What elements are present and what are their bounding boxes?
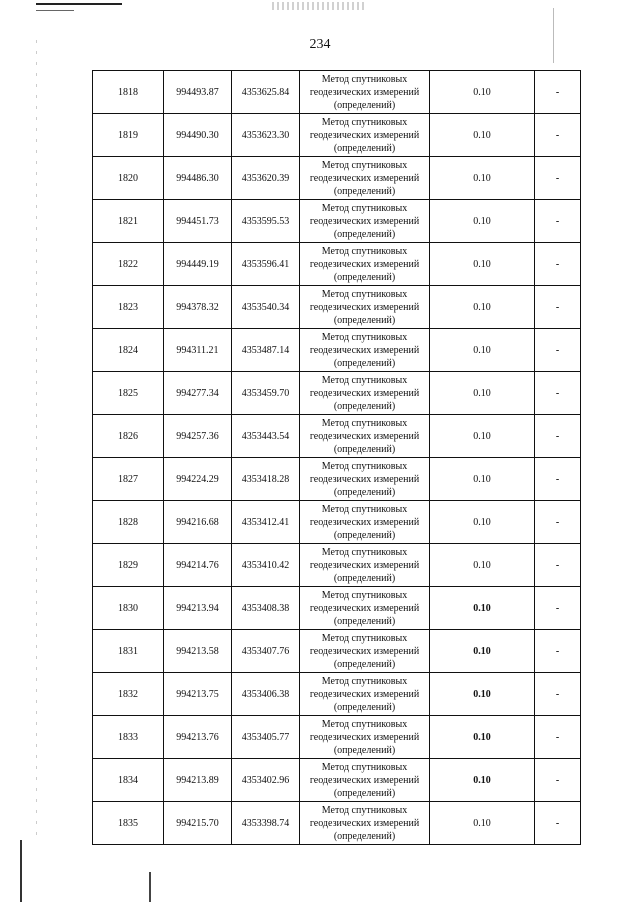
method-cell <box>300 114 430 157</box>
method-line: геодезических измерений <box>309 301 420 313</box>
coordinate-x-cell: 994216.68 <box>164 501 232 544</box>
point-number-cell: 1828 <box>93 501 164 544</box>
precision-cell: 0.10 <box>430 372 535 415</box>
method-line: (определений) <box>333 271 396 283</box>
coordinate-x-cell: 994449.19 <box>164 243 232 286</box>
method-line: (определений) <box>333 658 396 670</box>
method-line: геодезических измерений <box>309 344 420 356</box>
method-line: геодезических измерений <box>309 688 420 700</box>
coordinate-x-cell: 994213.94 <box>164 587 232 630</box>
note-cell: - <box>535 157 581 200</box>
method-cell <box>300 630 430 673</box>
method-line: геодезических измерений <box>309 129 420 141</box>
note-cell: - <box>535 200 581 243</box>
point-number-cell: 1819 <box>93 114 164 157</box>
point-number-cell: 1832 <box>93 673 164 716</box>
scan-artifact-bottom-mark <box>149 872 151 902</box>
method-line: Метод спутниковых <box>321 417 408 429</box>
coordinate-x-cell: 994311.21 <box>164 329 232 372</box>
coordinate-x-cell: 994493.87 <box>164 71 232 114</box>
precision-cell: 0.10 <box>430 71 535 114</box>
method-line: Метод спутниковых <box>321 503 408 515</box>
note-cell: - <box>535 716 581 759</box>
point-number-cell: 1826 <box>93 415 164 458</box>
method-cell <box>300 329 430 372</box>
table-row <box>93 329 581 372</box>
method-line: Метод спутниковых <box>321 159 408 171</box>
precision-cell: 0.10 <box>430 802 535 845</box>
method-line: геодезических измерений <box>309 602 420 614</box>
method-line: (определений) <box>333 142 396 154</box>
page-number: 234 <box>309 37 331 52</box>
point-number-cell: 1825 <box>93 372 164 415</box>
coordinate-y-cell: 4353596.41 <box>232 243 300 286</box>
point-number-cell: 1834 <box>93 759 164 802</box>
method-line: геодезических измерений <box>309 215 420 227</box>
coordinate-x-cell: 994215.70 <box>164 802 232 845</box>
coordinate-y-cell: 4353443.54 <box>232 415 300 458</box>
scan-artifact-smudge <box>272 2 364 10</box>
method-line: Метод спутниковых <box>321 288 408 300</box>
table-row <box>93 372 581 415</box>
method-line: геодезических измерений <box>309 817 420 829</box>
method-line: (определений) <box>333 400 396 412</box>
method-line: (определений) <box>333 314 396 326</box>
method-line: Метод спутниковых <box>321 546 408 558</box>
table-row <box>93 673 581 716</box>
coordinate-x-cell: 994486.30 <box>164 157 232 200</box>
coordinate-x-cell: 994213.76 <box>164 716 232 759</box>
method-cell <box>300 286 430 329</box>
method-line: Метод спутниковых <box>321 761 408 773</box>
note-cell: - <box>535 759 581 802</box>
method-line: (определений) <box>333 228 396 240</box>
note-cell: - <box>535 329 581 372</box>
precision-cell: 0.10 <box>430 673 535 716</box>
method-line: Метод спутниковых <box>321 374 408 386</box>
table-row <box>93 501 581 544</box>
scan-artifact-right-mark <box>553 8 554 63</box>
coordinate-y-cell: 4353408.38 <box>232 587 300 630</box>
coordinate-x-cell: 994213.75 <box>164 673 232 716</box>
method-line: (определений) <box>333 615 396 627</box>
table-row <box>93 243 581 286</box>
method-line: Метод спутниковых <box>321 632 408 644</box>
point-number-cell: 1820 <box>93 157 164 200</box>
coordinate-y-cell: 4353402.96 <box>232 759 300 802</box>
coordinate-x-cell: 994378.32 <box>164 286 232 329</box>
method-line: геодезических измерений <box>309 559 420 571</box>
precision-cell: 0.10 <box>430 329 535 372</box>
method-line: геодезических измерений <box>309 473 420 485</box>
method-line: геодезических измерений <box>309 172 420 184</box>
method-line: (определений) <box>333 787 396 799</box>
note-cell: - <box>535 544 581 587</box>
method-cell <box>300 243 430 286</box>
method-line: Метод спутниковых <box>321 675 408 687</box>
precision-cell: 0.10 <box>430 415 535 458</box>
method-cell <box>300 544 430 587</box>
note-cell: - <box>535 415 581 458</box>
method-line: геодезических измерений <box>309 387 420 399</box>
method-line: (определений) <box>333 830 396 842</box>
method-line: Метод спутниковых <box>321 331 408 343</box>
coordinate-x-cell: 994451.73 <box>164 200 232 243</box>
method-line: Метод спутниковых <box>321 589 408 601</box>
table-row <box>93 415 581 458</box>
precision-cell: 0.10 <box>430 544 535 587</box>
point-number-cell: 1822 <box>93 243 164 286</box>
note-cell: - <box>535 243 581 286</box>
precision-cell: 0.10 <box>430 157 535 200</box>
table-row <box>93 71 581 114</box>
coordinate-x-cell: 994490.30 <box>164 114 232 157</box>
coordinate-y-cell: 4353625.84 <box>232 71 300 114</box>
note-cell: - <box>535 630 581 673</box>
point-number-cell: 1818 <box>93 71 164 114</box>
point-number-cell: 1833 <box>93 716 164 759</box>
note-cell: - <box>535 501 581 544</box>
method-line: Метод спутниковых <box>321 73 408 85</box>
coordinate-y-cell: 4353410.42 <box>232 544 300 587</box>
method-line: Метод спутниковых <box>321 116 408 128</box>
coordinate-x-cell: 994214.76 <box>164 544 232 587</box>
point-number-cell: 1835 <box>93 802 164 845</box>
table-row <box>93 458 581 501</box>
coordinate-y-cell: 4353595.53 <box>232 200 300 243</box>
note-cell: - <box>535 286 581 329</box>
table-row <box>93 630 581 673</box>
note-cell: - <box>535 114 581 157</box>
method-cell <box>300 372 430 415</box>
method-line: геодезических измерений <box>309 258 420 270</box>
table-row <box>93 759 581 802</box>
method-line: (определений) <box>333 357 396 369</box>
coordinate-y-cell: 4353459.70 <box>232 372 300 415</box>
method-line: (определений) <box>333 572 396 584</box>
table-row <box>93 286 581 329</box>
method-line: геодезических измерений <box>309 774 420 786</box>
method-line: Метод спутниковых <box>321 718 408 730</box>
method-cell <box>300 157 430 200</box>
method-line: геодезических измерений <box>309 86 420 98</box>
method-line: геодезических измерений <box>309 430 420 442</box>
coordinate-y-cell: 4353623.30 <box>232 114 300 157</box>
coordinate-x-cell: 994224.29 <box>164 458 232 501</box>
method-cell <box>300 673 430 716</box>
point-number-cell: 1829 <box>93 544 164 587</box>
method-line: (определений) <box>333 744 396 756</box>
point-number-cell: 1823 <box>93 286 164 329</box>
method-line: (определений) <box>333 185 396 197</box>
scan-artifact-top-rule-thin <box>36 10 74 11</box>
point-number-cell: 1831 <box>93 630 164 673</box>
method-line: (определений) <box>333 486 396 498</box>
method-cell <box>300 716 430 759</box>
method-line: геодезических измерений <box>309 731 420 743</box>
scan-artifact-top-rule <box>36 3 122 5</box>
coordinate-y-cell: 4353540.34 <box>232 286 300 329</box>
precision-cell: 0.10 <box>430 458 535 501</box>
coordinate-x-cell: 994213.89 <box>164 759 232 802</box>
method-line: геодезических измерений <box>309 516 420 528</box>
method-line: Метод спутниковых <box>321 202 408 214</box>
point-number-cell: 1827 <box>93 458 164 501</box>
precision-cell: 0.10 <box>430 759 535 802</box>
method-cell <box>300 802 430 845</box>
coordinates-table <box>92 70 581 845</box>
scan-artifact-binding-dots <box>36 40 37 840</box>
method-line: (определений) <box>333 443 396 455</box>
coordinate-x-cell: 994277.34 <box>164 372 232 415</box>
note-cell: - <box>535 802 581 845</box>
method-line: Метод спутниковых <box>321 460 408 472</box>
precision-cell: 0.10 <box>430 114 535 157</box>
precision-cell: 0.10 <box>430 200 535 243</box>
method-cell <box>300 501 430 544</box>
precision-cell: 0.10 <box>430 587 535 630</box>
note-cell: - <box>535 372 581 415</box>
coordinate-x-cell: 994213.58 <box>164 630 232 673</box>
table-row <box>93 802 581 845</box>
precision-cell: 0.10 <box>430 630 535 673</box>
note-cell: - <box>535 673 581 716</box>
method-line: (определений) <box>333 99 396 111</box>
table-row <box>93 200 581 243</box>
note-cell: - <box>535 71 581 114</box>
point-number-cell: 1824 <box>93 329 164 372</box>
note-cell: - <box>535 458 581 501</box>
method-cell <box>300 759 430 802</box>
coordinate-y-cell: 4353620.39 <box>232 157 300 200</box>
table-row <box>93 587 581 630</box>
note-cell: - <box>535 587 581 630</box>
method-cell <box>300 587 430 630</box>
method-cell <box>300 200 430 243</box>
method-line: (определений) <box>333 529 396 541</box>
scan-artifact-left-edge <box>20 840 22 902</box>
table-row <box>93 544 581 587</box>
precision-cell: 0.10 <box>430 501 535 544</box>
coordinate-y-cell: 4353406.38 <box>232 673 300 716</box>
method-line: (определений) <box>333 701 396 713</box>
method-cell <box>300 415 430 458</box>
precision-cell: 0.10 <box>430 716 535 759</box>
coordinate-y-cell: 4353407.76 <box>232 630 300 673</box>
point-number-cell: 1830 <box>93 587 164 630</box>
method-cell <box>300 71 430 114</box>
method-line: Метод спутниковых <box>321 804 408 816</box>
precision-cell: 0.10 <box>430 243 535 286</box>
coordinate-y-cell: 4353418.28 <box>232 458 300 501</box>
method-line: геодезических измерений <box>309 645 420 657</box>
point-number-cell: 1821 <box>93 200 164 243</box>
coordinate-y-cell: 4353398.74 <box>232 802 300 845</box>
coordinate-x-cell: 994257.36 <box>164 415 232 458</box>
method-line: Метод спутниковых <box>321 245 408 257</box>
precision-cell: 0.10 <box>430 286 535 329</box>
coordinate-y-cell: 4353487.14 <box>232 329 300 372</box>
table-row <box>93 716 581 759</box>
table-row <box>93 114 581 157</box>
coordinate-y-cell: 4353405.77 <box>232 716 300 759</box>
coordinate-y-cell: 4353412.41 <box>232 501 300 544</box>
method-cell <box>300 458 430 501</box>
table-row <box>93 157 581 200</box>
